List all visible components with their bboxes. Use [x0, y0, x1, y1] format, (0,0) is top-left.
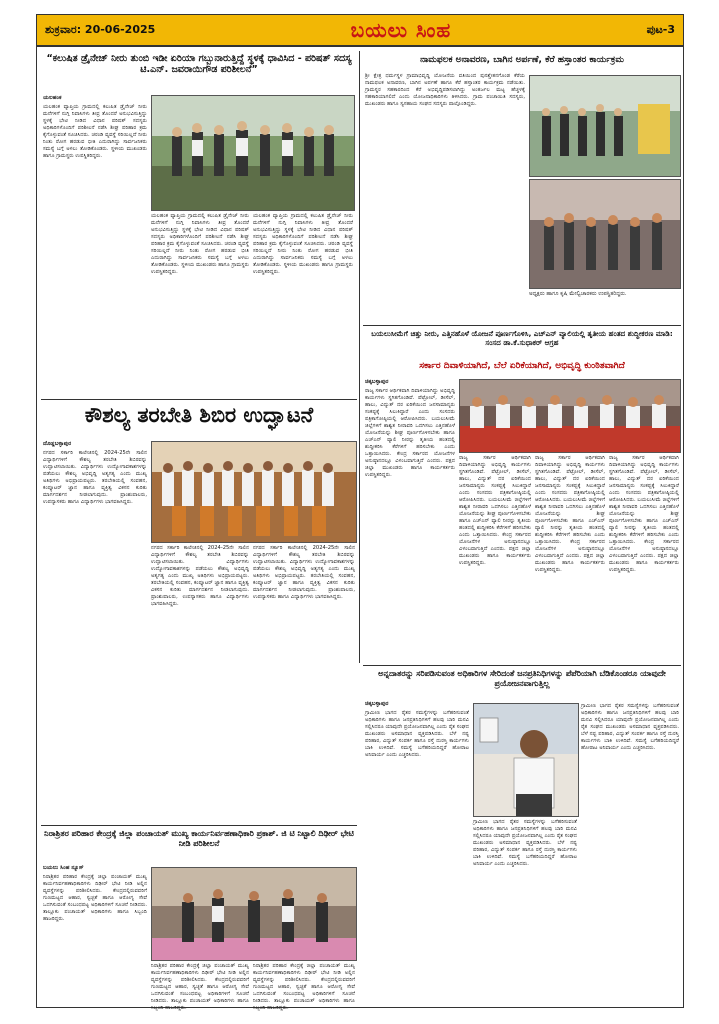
govt-text-col-2 — [459, 455, 531, 661]
govt-byline: ಚಿಕ್ಕಬಳ್ಳಾಪುರ — [365, 379, 389, 385]
page-number: ಪುಟ-3 — [646, 23, 675, 36]
zp-text-col-1 — [43, 865, 147, 1003]
skill-body-cont-2: ನಗರದ ಸರ್ಕಾರಿ ಕಾಲೇಜಿನಲ್ಲಿ 2024-25ನೇ ಸಾಲಿನ ವಿದ್ಯಾರ್ಥಿಗಳಿಗೆ ಕೌಶಲ್ಯ ತರಬೇತಿ ಶಿಬಿರವನ್ನು ಉದ್ಘಾಟಿಸಲಾಯಿತು. ವಿದ್ಯಾರ್ಥಿಗಳು ಉದ್ಯೋಗಾವಕಾಶಗಳನ್ನು ಪಡೆಯಲು ಕೌಶಲ್ಯ ಅಭಿವೃದ್ಧಿ ಅತ್ಯಗತ್ಯ ಎಂದು ಮುಖ್ಯ ಅತಿಥಿಗಳು ಅಭಿಪ್ರಾಯಪಟ್ಟರು. ತರಬೇತಿಯಲ್ಲಿ ಸಂವಹನ, ಕಂಪ್ಯೂಟರ್ ಜ್ಞಾನ ಹಾಗೂ ವ್ಯಕ್ತಿತ್ವ ವಿಕಸನ ಕುರಿತು ಮಾರ್ಗದರ್ಶನ ನೀಡಲಾಗುವುದು. ಪ್ರಾಂಶುಪಾಲರು, ಉಪನ್ಯಾಸಕರು ಹಾಗೂ ವಿದ್ಯಾರ್ಥಿಗಳು ಭಾಗವಹಿಸಿದ್ದರು. — [253, 545, 355, 600]
officials-text-col-1 — [365, 701, 469, 1001]
section-divider-left — [41, 399, 357, 400]
officials-text-col-3 — [581, 703, 679, 1001]
naming-headline: ನಾಮಫಲಕ ಅನಾವರಣ, ಬಾಗಿನ ಅರ್ಪಣೆ, ಕೆರೆ ಹಸ್ತಾಂತರ ಕಾರ್ಯಕ್ರಮ — [420, 55, 624, 65]
skill-body: ನಗರದ ಸರ್ಕಾರಿ ಕಾಲೇಜಿನಲ್ಲಿ 2024-25ನೇ ಸಾಲಿನ ವಿದ್ಯಾರ್ಥಿಗಳಿಗೆ ಕೌಶಲ್ಯ ತರಬೇತಿ ಶಿಬಿರವನ್ನು ಉದ್ಘಾಟಿಸಲಾಯಿತು. ವಿದ್ಯಾರ್ಥಿಗಳು ಉದ್ಯೋಗಾವಕಾಶಗಳನ್ನು ಪಡೆಯಲು ಕೌಶಲ್ಯ ಅಭಿವೃದ್ಧಿ ಅತ್ಯಗತ್ಯ ಎಂದು ಮುಖ್ಯ ಅತಿಥಿಗಳು ಅಭಿಪ್ರಾಯಪಟ್ಟರು. ತರಬೇತಿಯಲ್ಲಿ ಸಂವಹನ, ಕಂಪ್ಯೂಟರ್ ಜ್ಞಾನ ಹಾಗೂ ವ್ಯಕ್ತಿತ್ವ ವಿಕಸನ ಕುರಿತು ಮಾರ್ಗದರ್ಶನ ನೀಡಲಾಗುವುದು. ಪ್ರಾಂಶುಪಾಲರು, ಉಪನ್ಯಾಸಕರು ಹಾಗೂ ವಿದ್ಯಾರ್ಥಿಗಳು ಭಾಗವಹಿಸಿದ್ದರು. — [43, 450, 147, 505]
drainage-photo-image — [152, 96, 354, 210]
govt-headline: ಸರ್ಕಾರ ದಿವಾಳಿಯಾಗಿದೆ, ಬೆಲೆ ಏರಿಕೆಯಾಗಿದೆ, ಅಭಿವೃದ್ಧಿ ಕುಂಠಿತವಾಗಿದೆ — [419, 361, 625, 371]
naming-text — [365, 73, 525, 321]
drainage-text-col-1 — [43, 95, 147, 395]
drainage-photo — [151, 95, 355, 211]
govt-photo-image — [460, 380, 680, 452]
skill-text-col-3 — [253, 545, 355, 821]
govt-text-col-4 — [609, 455, 679, 661]
skill-photo — [151, 441, 357, 543]
govt-body-cont-3: ರಾಜ್ಯ ಸರ್ಕಾರ ಆರ್ಥಿಕವಾಗಿ ದಿವಾಳಿಯಾಗಿದ್ದು ಅಭಿವೃದ್ಧಿ ಕಾರ್ಯಗಳು ಸ್ಥಗಿತಗೊಂಡಿವೆ. ಪೆಟ್ರೋಲ್, ಡೀಸೆಲ್, ಹಾಲು, ವಿದ್ಯುತ್ ದರ ಏರಿಕೆಯಿಂದ ಜನಸಾಮಾನ್ಯರು ಸಂಕಷ್ಟಕ್ಕೆ ಸಿಲುಕಿದ್ದಾರೆ ಎಂದು ಸಂಸದರು ಪತ್ರಿಕಾಗೋಷ್ಠಿಯಲ್ಲಿ ಆರೋಪಿಸಿದರು. ಬಯಲುಸೀಮೆ ಜಿಲ್ಲೆಗಳಿಗೆ ಶಾಶ್ವತ ನೀರಾವರಿ ಒದಗಿಸಲು ಎತ್ತಿನಹೊಳೆ ಯೋಜನೆಯನ್ನು ಶೀಘ್ರ ಪೂರ್ಣಗೊಳಿಸಬೇಕು ಹಾಗೂ ಎಚ್‌ಎನ್ ವ್ಯಾಲಿ ನೀರನ್ನು ತೃತೀಯ ಹಂತದಲ್ಲಿ ಶುದ್ಧೀಕರಿಸಿ ಕೆರೆಗಳಿಗೆ ಹರಿಸಬೇಕು ಎಂದು ಒತ್ತಾಯಿಸಿದರು. ಕೇಂದ್ರ ಸರ್ಕಾರದ ಯೋಜನೆಗಳ ಅನುಷ್ಠಾನದಲ್ಲೂ ವಿಳಂಬವಾಗುತ್ತಿದೆ ಎಂದರು. ಪಕ್ಷದ ಜಿಲ್ಲಾ ಮುಖಂಡರು ಹಾಗೂ ಕಾರ್ಯಕರ್ತರು ಉಪಸ್ಥಿತರಿದ್ದರು. — [609, 455, 679, 573]
drainage-body-cont: ಯಲಹಂಕ ವ್ಯಾಪ್ತಿಯ ಗ್ರಾಮದಲ್ಲಿ ಕಲುಷಿತ ಡ್ರೈನೇಜ್ ನೀರು ಮನೆಗಳಿಗೆ ನುಗ್ಗಿ ನಿವಾಸಿಗಳು ತೀವ್ರ ತೊಂದರೆ ಅನುಭವಿಸುತ್ತಿದ್ದು ಸ್ಥಳಕ್ಕೆ ಭೇಟಿ ನೀಡಿದ ವಿಧಾನ ಪರಿಷತ್ ಸದಸ್ಯರು ಅಧಿಕಾರಿಗಳೊಂದಿಗೆ ಪರಿಶೀಲನೆ ನಡೆಸಿ ಶೀಘ್ರ ಪರಿಹಾರ ಕ್ರಮ ಕೈಗೊಳ್ಳುವಂತೆ ಸೂಚಿಸಿದರು. ಚರಂಡಿ ವ್ಯವಸ್ಥೆ ಸರಿಯಿಲ್ಲದೆ ನೀರು ನಿಂತು ರೋಗ ಹರಡುವ ಭೀತಿ ಎದುರಾಗಿದ್ದು ಸಾರ್ವಜನಿಕರು ಸಮಸ್ಯೆ ಬಗ್ಗೆ ಅಳಲು ತೋಡಿಕೊಂಡರು. ಸ್ಥಳೀಯ ಮುಖಂಡರು ಹಾಗೂ ಗ್ರಾಮಸ್ಥರು ಉಪಸ್ಥಿತರಿದ್ದರು. — [151, 213, 249, 275]
drainage-byline: ಯಲಹಂಕ — [43, 95, 62, 101]
officials-photo — [473, 703, 579, 817]
drainage-body: ಯಲಹಂಕ ವ್ಯಾಪ್ತಿಯ ಗ್ರಾಮದಲ್ಲಿ ಕಲುಷಿತ ಡ್ರೈನೇಜ್ ನೀರು ಮನೆಗಳಿಗೆ ನುಗ್ಗಿ ನಿವಾಸಿಗಳು ತೀವ್ರ ತೊಂದರೆ ಅನುಭವಿಸುತ್ತಿದ್ದು ಸ್ಥಳಕ್ಕೆ ಭೇಟಿ ನೀಡಿದ ವಿಧಾನ ಪರಿಷತ್ ಸದಸ್ಯರು ಅಧಿಕಾರಿಗಳೊಂದಿಗೆ ಪರಿಶೀಲನೆ ನಡೆಸಿ ಶೀಘ್ರ ಪರಿಹಾರ ಕ್ರಮ ಕೈಗೊಳ್ಳುವಂತೆ ಸೂಚಿಸಿದರು. ಚರಂಡಿ ವ್ಯವಸ್ಥೆ ಸರಿಯಿಲ್ಲದೆ ನೀರು ನಿಂತು ರೋಗ ಹರಡುವ ಭೀತಿ ಎದುರಾಗಿದ್ದು ಸಾರ್ವಜನಿಕರು ಸಮಸ್ಯೆ ಬಗ್ಗೆ ಅಳಲು ತೋಡಿಕೊಂಡರು. ಸ್ಥಳೀಯ ಮುಖಂಡರು ಹಾಗೂ ಗ್ರಾಮಸ್ಥರು ಉಪಸ್ಥಿತರಿದ್ದರು. — [43, 104, 147, 159]
officials-body: ಗ್ರಾಮೀಣ ಭಾಗದ ರೈತರ ಸಮಸ್ಯೆಗಳನ್ನು ಬಗೆಹರಿಸುವಂತೆ ಅಧಿಕಾರಿಗಳು ಹಾಗೂ ಜನಪ್ರತಿನಿಧಿಗಳಿಗೆ ಹಲವು ಬಾರಿ ಮನವಿ ಸಲ್ಲಿಸಿದರೂ ಯಾವುದೇ ಪ್ರಯೋಜನವಾಗಿಲ್ಲ ಎಂದು ರೈತ ಸಂಘದ ಮುಖಂಡರು ಅಸಮಾಧಾನ ವ್ಯಕ್ತಪಡಿಸಿದರು. ಬೆಳೆ ನಷ್ಟ ಪರಿಹಾರ, ವಿದ್ಯುತ್ ಸಂಪರ್ಕ ಹಾಗೂ ರಸ್ತೆ ದುರಸ್ತಿ ಕಾರ್ಯಗಳು ಬಾಕಿ ಉಳಿದಿವೆ. ಸಮಸ್ಯೆ ಬಗೆಹರಿಯದಿದ್ದರೆ ಹೋರಾಟ ಅನಿವಾರ್ಯ ಎಂದು ಎಚ್ಚರಿಸಿದರು. — [365, 710, 469, 758]
newspaper-page — [36, 14, 684, 1011]
skill-byline: ದೊಡ್ಡಬಳ್ಳಾಪುರ — [43, 441, 72, 447]
officials-headline: ಅನ್ನದಾತರನ್ನು ಸರಿಪಡಿಸುವಂತ ಅಧಿಕಾರಿಗಳ ಸೇರಿದಂತೆ ಜನಪ್ರತಿನಿಧಿಗಳನ್ನು ಪೆಪೆರಿಯಾಗಿ ಬೆಡಿಕೊಂಡರೂ ಯಾವುದೇ ಪ್ರಯೋಜನವಾಗುತ್ತಿಲ್ಲ — [378, 669, 666, 688]
officials-text-col-2 — [473, 819, 577, 1001]
drainage-headline: “ಕಲುಷಿತ ಡ್ರೈನೇಜ್ ನೀರು ತುಂಬಿ ಇಡೀ ಏರಿಯಾ ಗಬ್ಬುನಾರುತ್ತಿದ್ದೆ ಸ್ಥಳಕ್ಕೆ ಧಾವಿಸಿದ - ಪರಿಷತ್ ಸದಸ್ಯ ಟಿ.ಎನ್. ಜವರಾಯಿಗೌಡ ಪರಿಶೀಲನೆ” — [46, 53, 352, 76]
skill-headline: ಕೌಶಲ್ಯ ತರಬೇತಿ ಶಿಬಿರ ಉದ್ಘಾಟನೆ — [84, 403, 314, 427]
issue-date: ಶುಕ್ರವಾರ: 20-06-2025 — [45, 23, 156, 36]
naming-photo-2-image — [530, 180, 680, 288]
masthead — [37, 15, 683, 47]
officials-body-cont: ಗ್ರಾಮೀಣ ಭಾಗದ ರೈತರ ಸಮಸ್ಯೆಗಳನ್ನು ಬಗೆಹರಿಸುವಂತೆ ಅಧಿಕಾರಿಗಳು ಹಾಗೂ ಜನಪ್ರತಿನಿಧಿಗಳಿಗೆ ಹಲವು ಬಾರಿ ಮನವಿ ಸಲ್ಲಿಸಿದರೂ ಯಾವುದೇ ಪ್ರಯೋಜನವಾಗಿಲ್ಲ ಎಂದು ರೈತ ಸಂಘದ ಮುಖಂಡರು ಅಸಮಾಧಾನ ವ್ಯಕ್ತಪಡಿಸಿದರು. ಬೆಳೆ ನಷ್ಟ ಪರಿಹಾರ, ವಿದ್ಯುತ್ ಸಂಪರ್ಕ ಹಾಗೂ ರಸ್ತೆ ದುರಸ್ತಿ ಕಾರ್ಯಗಳು ಬಾಕಿ ಉಳಿದಿವೆ. ಸಮಸ್ಯೆ ಬಗೆಹರಿಯದಿದ್ದರೆ ಹೋರಾಟ ಅನಿವಾರ್ಯ ಎಂದು ಎಚ್ಚರಿಸಿದರು. — [473, 819, 577, 867]
govt-text-col-3 — [535, 455, 605, 661]
naming-photo-1 — [529, 75, 681, 177]
govt-body: ರಾಜ್ಯ ಸರ್ಕಾರ ಆರ್ಥಿಕವಾಗಿ ದಿವಾಳಿಯಾಗಿದ್ದು ಅಭಿವೃದ್ಧಿ ಕಾರ್ಯಗಳು ಸ್ಥಗಿತಗೊಂಡಿವೆ. ಪೆಟ್ರೋಲ್, ಡೀಸೆಲ್, ಹಾಲು, ವಿದ್ಯುತ್ ದರ ಏರಿಕೆಯಿಂದ ಜನಸಾಮಾನ್ಯರು ಸಂಕಷ್ಟಕ್ಕೆ ಸಿಲುಕಿದ್ದಾರೆ ಎಂದು ಸಂಸದರು ಪತ್ರಿಕಾಗೋಷ್ಠಿಯಲ್ಲಿ ಆರೋಪಿಸಿದರು. ಬಯಲುಸೀಮೆ ಜಿಲ್ಲೆಗಳಿಗೆ ಶಾಶ್ವತ ನೀರಾವರಿ ಒದಗಿಸಲು ಎತ್ತಿನಹೊಳೆ ಯೋಜನೆಯನ್ನು ಶೀಘ್ರ ಪೂರ್ಣಗೊಳಿಸಬೇಕು ಹಾಗೂ ಎಚ್‌ಎನ್ ವ್ಯಾಲಿ ನೀರನ್ನು ತೃತೀಯ ಹಂತದಲ್ಲಿ ಶುದ್ಧೀಕರಿಸಿ ಕೆರೆಗಳಿಗೆ ಹರಿಸಬೇಕು ಎಂದು ಒತ್ತಾಯಿಸಿದರು. ಕೇಂದ್ರ ಸರ್ಕಾರದ ಯೋಜನೆಗಳ ಅನುಷ್ಠಾನದಲ್ಲೂ ವಿಳಂಬವಾಗುತ್ತಿದೆ ಎಂದರು. ಪಕ್ಷದ ಜಿಲ್ಲಾ ಮುಖಂಡರು ಹಾಗೂ ಕಾರ್ಯಕರ್ತರು ಉಪಸ್ಥಿತರಿದ್ದರು. — [365, 388, 455, 478]
zp-photo — [151, 867, 357, 961]
govt-kicker: ಬಯಲುಸೀಮೆಗೆ ಚಿತ್ತು ನೀರು, ಎತ್ತಿನಹೊಳೆ ಯೋಜನೆ ಪೂರ್ಣಗೊಳಿಸಿ, ಎಚ್‌ಎನ್ ವ್ಯಾಲಿಯಲ್ಲಿ ತೃತೀಯ ಹಂತದ ಶುದ್ಧೀಕರಣ ಮಾಡಿ: ಸಂಸದ ಡಾ.ಕೆ.ಸುಧಾಕರ್ ಆಗ್ರಹ — [371, 329, 673, 347]
govt-text-col-1 — [365, 379, 455, 661]
govt-photo — [459, 379, 681, 453]
officials-byline: ಚಿಕ್ಕಬಳ್ಳಾಪುರ — [365, 701, 389, 707]
column-divider — [359, 51, 360, 663]
zp-headline: ನಿರಾಶ್ರಿತರ ಪರಿಹಾರ ಕೇಂದ್ರಕ್ಕೆ ಜಿಲ್ಲಾ ಪಂಚಾಯತ್ ಮುಖ್ಯ ಕಾರ್ಯನಿರ್ವಹಣಾಧಿಕಾರಿ ಪ್ರಕಾಶ್. ಜಿ ಟಿ ನಿಟ್ಟಾಲಿ ದಿಢೀರ್ ಭೇಟಿ ನೀಡಿ ಪರಿಶೀಲನೆ — [44, 829, 354, 848]
zp-text-col-2 — [151, 963, 249, 1011]
zp-body-cont-2: ನಿರಾಶ್ರಿತರ ಪರಿಹಾರ ಕೇಂದ್ರಕ್ಕೆ ಜಿಲ್ಲಾ ಪಂಚಾಯತ್ ಮುಖ್ಯ ಕಾರ್ಯನಿರ್ವಹಣಾಧಿಕಾರಿಗಳು ದಿಢೀರ್ ಭೇಟಿ ನೀಡಿ ಅಲ್ಲಿನ ವ್ಯವಸ್ಥೆಗಳನ್ನು ಪರಿಶೀಲಿಸಿದರು. ಕೇಂದ್ರದಲ್ಲಿರುವವರಿಗೆ ಗುಣಮಟ್ಟದ ಆಹಾರ, ಸ್ವಚ್ಛತೆ ಹಾಗೂ ಆರೋಗ್ಯ ಸೇವೆ ಒದಗಿಸುವಂತೆ ಸಂಬಂಧಪಟ್ಟ ಅಧಿಕಾರಿಗಳಿಗೆ ಸೂಚನೆ ನೀಡಿದರು. ತಾಲ್ಲೂಕು ಪಂಚಾಯತ್ ಅಧಿಕಾರಿಗಳು ಹಾಗೂ ಸಿಬ್ಬಂದಿ ಹಾಜರಿದ್ದರು. — [253, 963, 355, 1011]
zp-byline: ಬಯಲು ಸಿಂಹ ನ್ಯೂಸ್ — [43, 865, 84, 871]
skill-text-col-1 — [43, 441, 147, 821]
officials-photo-image — [474, 704, 578, 816]
govt-body-cont-2: ರಾಜ್ಯ ಸರ್ಕಾರ ಆರ್ಥಿಕವಾಗಿ ದಿವಾಳಿಯಾಗಿದ್ದು ಅಭಿವೃದ್ಧಿ ಕಾರ್ಯಗಳು ಸ್ಥಗಿತಗೊಂಡಿವೆ. ಪೆಟ್ರೋಲ್, ಡೀಸೆಲ್, ಹಾಲು, ವಿದ್ಯುತ್ ದರ ಏರಿಕೆಯಿಂದ ಜನಸಾಮಾನ್ಯರು ಸಂಕಷ್ಟಕ್ಕೆ ಸಿಲುಕಿದ್ದಾರೆ ಎಂದು ಸಂಸದರು ಪತ್ರಿಕಾಗೋಷ್ಠಿಯಲ್ಲಿ ಆರೋಪಿಸಿದರು. ಬಯಲುಸೀಮೆ ಜಿಲ್ಲೆಗಳಿಗೆ ಶಾಶ್ವತ ನೀರಾವರಿ ಒದಗಿಸಲು ಎತ್ತಿನಹೊಳೆ ಯೋಜನೆಯನ್ನು ಶೀಘ್ರ ಪೂರ್ಣಗೊಳಿಸಬೇಕು ಹಾಗೂ ಎಚ್‌ಎನ್ ವ್ಯಾಲಿ ನೀರನ್ನು ತೃತೀಯ ಹಂತದಲ್ಲಿ ಶುದ್ಧೀಕರಿಸಿ ಕೆರೆಗಳಿಗೆ ಹರಿಸಬೇಕು ಎಂದು ಒತ್ತಾಯಿಸಿದರು. ಕೇಂದ್ರ ಸರ್ಕಾರದ ಯೋಜನೆಗಳ ಅನುಷ್ಠಾನದಲ್ಲೂ ವಿಳಂಬವಾಗುತ್ತಿದೆ ಎಂದರು. ಪಕ್ಷದ ಜಿಲ್ಲಾ ಮುಖಂಡರು ಹಾಗೂ ಕಾರ್ಯಕರ್ತರು ಉಪಸ್ಥಿತರಿದ್ದರು. — [535, 455, 605, 573]
zp-photo-image — [152, 868, 356, 960]
naming-body: ಶ್ರೀ ಕ್ಷೇತ್ರ ಧರ್ಮಸ್ಥಳ ಗ್ರಾಮಾಭಿವೃದ್ಧಿ ಯೋಜನೆಯ ವತಿಯಿಂದ ಪುನಶ್ಚೇತನಗೊಂಡ ಕೆರೆಯ ನಾಮಫಲಕ ಅನಾವರಣ, ಬಾಗಿನ ಅರ್ಪಣೆ ಹಾಗೂ ಕೆರೆ ಹಸ್ತಾಂತರ ಕಾರ್ಯಕ್ರಮ ನಡೆಯಿತು. ಗ್ರಾಮಸ್ಥರ ಸಹಕಾರದಿಂದ ಕೆರೆ ಅಭಿವೃದ್ಧಿಪಡಿಸಲಾಗಿದ್ದು ಅಂತರ್ಜಲ ಮಟ್ಟ ಹೆಚ್ಚಳಕ್ಕೆ ಸಹಕಾರಿಯಾಗಲಿದೆ ಎಂದು ಯೋಜನಾಧಿಕಾರಿಗಳು ತಿಳಿಸಿದರು. ಗ್ರಾಮ ಪಂಚಾಯಿತಿ ಸದಸ್ಯರು, ಮುಖಂಡರು ಹಾಗೂ ಸ್ವಸಹಾಯ ಸಂಘದ ಸದಸ್ಯರು ಪಾಲ್ಗೊಂಡಿದ್ದರು. — [365, 73, 525, 107]
newspaper-title: ಬಯಲು ಸಿಂಹ — [350, 18, 452, 42]
officials-body-cont-2: ಗ್ರಾಮೀಣ ಭಾಗದ ರೈತರ ಸಮಸ್ಯೆಗಳನ್ನು ಬಗೆಹರಿಸುವಂತೆ ಅಧಿಕಾರಿಗಳು ಹಾಗೂ ಜನಪ್ರತಿನಿಧಿಗಳಿಗೆ ಹಲವು ಬಾರಿ ಮನವಿ ಸಲ್ಲಿಸಿದರೂ ಯಾವುದೇ ಪ್ರಯೋಜನವಾಗಿಲ್ಲ ಎಂದು ರೈತ ಸಂಘದ ಮುಖಂಡರು ಅಸಮಾಧಾನ ವ್ಯಕ್ತಪಡಿಸಿದರು. ಬೆಳೆ ನಷ್ಟ ಪರಿಹಾರ, ವಿದ್ಯುತ್ ಸಂಪರ್ಕ ಹಾಗೂ ರಸ್ತೆ ದುರಸ್ತಿ ಕಾರ್ಯಗಳು ಬಾಕಿ ಉಳಿದಿವೆ. ಸಮಸ್ಯೆ ಬಗೆಹರಿಯದಿದ್ದರೆ ಹೋರಾಟ ಅನಿವಾರ್ಯ ಎಂದು ಎಚ್ಚರಿಸಿದರು. — [581, 703, 679, 751]
section-divider-right-2 — [363, 665, 681, 666]
naming-photo-2 — [529, 179, 681, 289]
section-divider-left-2 — [41, 825, 357, 826]
drainage-text-col-3 — [253, 213, 353, 395]
govt-body-cont: ರಾಜ್ಯ ಸರ್ಕಾರ ಆರ್ಥಿಕವಾಗಿ ದಿವಾಳಿಯಾಗಿದ್ದು ಅಭಿವೃದ್ಧಿ ಕಾರ್ಯಗಳು ಸ್ಥಗಿತಗೊಂಡಿವೆ. ಪೆಟ್ರೋಲ್, ಡೀಸೆಲ್, ಹಾಲು, ವಿದ್ಯುತ್ ದರ ಏರಿಕೆಯಿಂದ ಜನಸಾಮಾನ್ಯರು ಸಂಕಷ್ಟಕ್ಕೆ ಸಿಲುಕಿದ್ದಾರೆ ಎಂದು ಸಂಸದರು ಪತ್ರಿಕಾಗೋಷ್ಠಿಯಲ್ಲಿ ಆರೋಪಿಸಿದರು. ಬಯಲುಸೀಮೆ ಜಿಲ್ಲೆಗಳಿಗೆ ಶಾಶ್ವತ ನೀರಾವರಿ ಒದಗಿಸಲು ಎತ್ತಿನಹೊಳೆ ಯೋಜನೆಯನ್ನು ಶೀಘ್ರ ಪೂರ್ಣಗೊಳಿಸಬೇಕು ಹಾಗೂ ಎಚ್‌ಎನ್ ವ್ಯಾಲಿ ನೀರನ್ನು ತೃತೀಯ ಹಂತದಲ್ಲಿ ಶುದ್ಧೀಕರಿಸಿ ಕೆರೆಗಳಿಗೆ ಹರಿಸಬೇಕು ಎಂದು ಒತ್ತಾಯಿಸಿದರು. ಕೇಂದ್ರ ಸರ್ಕಾರದ ಯೋಜನೆಗಳ ಅನುಷ್ಠಾನದಲ್ಲೂ ವಿಳಂಬವಾಗುತ್ತಿದೆ ಎಂದರು. ಪಕ್ಷದ ಜಿಲ್ಲಾ ಮುಖಂಡರು ಹಾಗೂ ಕಾರ್ಯಕರ್ತರು ಉಪಸ್ಥಿತರಿದ್ದರು. — [459, 455, 531, 566]
skill-body-cont: ನಗರದ ಸರ್ಕಾರಿ ಕಾಲೇಜಿನಲ್ಲಿ 2024-25ನೇ ಸಾಲಿನ ವಿದ್ಯಾರ್ಥಿಗಳಿಗೆ ಕೌಶಲ್ಯ ತರಬೇತಿ ಶಿಬಿರವನ್ನು ಉದ್ಘಾಟಿಸಲಾಯಿತು. ವಿದ್ಯಾರ್ಥಿಗಳು ಉದ್ಯೋಗಾವಕಾಶಗಳನ್ನು ಪಡೆಯಲು ಕೌಶಲ್ಯ ಅಭಿವೃದ್ಧಿ ಅತ್ಯಗತ್ಯ ಎಂದು ಮುಖ್ಯ ಅತಿಥಿಗಳು ಅಭಿಪ್ರಾಯಪಟ್ಟರು. ತರಬೇತಿಯಲ್ಲಿ ಸಂವಹನ, ಕಂಪ್ಯೂಟರ್ ಜ್ಞಾನ ಹಾಗೂ ವ್ಯಕ್ತಿತ್ವ ವಿಕಸನ ಕುರಿತು ಮಾರ್ಗದರ್ಶನ ನೀಡಲಾಗುವುದು. ಪ್ರಾಂಶುಪಾಲರು, ಉಪನ್ಯಾಸಕರು ಹಾಗೂ ವಿದ್ಯಾರ್ಥಿಗಳು ಭಾಗವಹಿಸಿದ್ದರು. — [151, 545, 249, 607]
zp-text-col-3 — [253, 963, 355, 1011]
drainage-text-col-2 — [151, 213, 249, 395]
zp-body: ನಿರಾಶ್ರಿತರ ಪರಿಹಾರ ಕೇಂದ್ರಕ್ಕೆ ಜಿಲ್ಲಾ ಪಂಚಾಯತ್ ಮುಖ್ಯ ಕಾರ್ಯನಿರ್ವಹಣಾಧಿಕಾರಿಗಳು ದಿಢೀರ್ ಭೇಟಿ ನೀಡಿ ಅಲ್ಲಿನ ವ್ಯವಸ್ಥೆಗಳನ್ನು ಪರಿಶೀಲಿಸಿದರು. ಕೇಂದ್ರದಲ್ಲಿರುವವರಿಗೆ ಗುಣಮಟ್ಟದ ಆಹಾರ, ಸ್ವಚ್ಛತೆ ಹಾಗೂ ಆರೋಗ್ಯ ಸೇವೆ ಒದಗಿಸುವಂತೆ ಸಂಬಂಧಪಟ್ಟ ಅಧಿಕಾರಿಗಳಿಗೆ ಸೂಚನೆ ನೀಡಿದರು. ತಾಲ್ಲೂಕು ಪಂಚಾಯತ್ ಅಧಿಕಾರಿಗಳು ಹಾಗೂ ಸಿಬ್ಬಂದಿ ಹಾಜರಿದ್ದರು. — [43, 874, 147, 922]
section-divider-right — [363, 325, 681, 326]
skill-text-col-2 — [151, 545, 249, 821]
zp-body-cont: ನಿರಾಶ್ರಿತರ ಪರಿಹಾರ ಕೇಂದ್ರಕ್ಕೆ ಜಿಲ್ಲಾ ಪಂಚಾಯತ್ ಮುಖ್ಯ ಕಾರ್ಯನಿರ್ವಹಣಾಧಿಕಾರಿಗಳು ದಿಢೀರ್ ಭೇಟಿ ನೀಡಿ ಅಲ್ಲಿನ ವ್ಯವಸ್ಥೆಗಳನ್ನು ಪರಿಶೀಲಿಸಿದರು. ಕೇಂದ್ರದಲ್ಲಿರುವವರಿಗೆ ಗುಣಮಟ್ಟದ ಆಹಾರ, ಸ್ವಚ್ಛತೆ ಹಾಗೂ ಆರೋಗ್ಯ ಸೇವೆ ಒದಗಿಸುವಂತೆ ಸಂಬಂಧಪಟ್ಟ ಅಧಿಕಾರಿಗಳಿಗೆ ಸೂಚನೆ ನೀಡಿದರು. ತಾಲ್ಲೂಕು ಪಂಚಾಯತ್ ಅಧಿಕಾರಿಗಳು ಹಾಗೂ ಸಿಬ್ಬಂದಿ ಹಾಜರಿದ್ದರು. — [151, 963, 249, 1011]
naming-photo-1-image — [530, 76, 680, 176]
drainage-body-cont-2: ಯಲಹಂಕ ವ್ಯಾಪ್ತಿಯ ಗ್ರಾಮದಲ್ಲಿ ಕಲುಷಿತ ಡ್ರೈನೇಜ್ ನೀರು ಮನೆಗಳಿಗೆ ನುಗ್ಗಿ ನಿವಾಸಿಗಳು ತೀವ್ರ ತೊಂದರೆ ಅನುಭವಿಸುತ್ತಿದ್ದು ಸ್ಥಳಕ್ಕೆ ಭೇಟಿ ನೀಡಿದ ವಿಧಾನ ಪರಿಷತ್ ಸದಸ್ಯರು ಅಧಿಕಾರಿಗಳೊಂದಿಗೆ ಪರಿಶೀಲನೆ ನಡೆಸಿ ಶೀಘ್ರ ಪರಿಹಾರ ಕ್ರಮ ಕೈಗೊಳ್ಳುವಂತೆ ಸೂಚಿಸಿದರು. ಚರಂಡಿ ವ್ಯವಸ್ಥೆ ಸರಿಯಿಲ್ಲದೆ ನೀರು ನಿಂತು ರೋಗ ಹರಡುವ ಭೀತಿ ಎದುರಾಗಿದ್ದು ಸಾರ್ವಜನಿಕರು ಸಮಸ್ಯೆ ಬಗ್ಗೆ ಅಳಲು ತೋಡಿಕೊಂಡರು. ಸ್ಥಳೀಯ ಮುಖಂಡರು ಹಾಗೂ ಗ್ರಾಮಸ್ಥರು ಉಪಸ್ಥಿತರಿದ್ದರು. — [253, 213, 353, 275]
skill-photo-image — [152, 442, 356, 542]
naming-caption: ಅಧ್ಯಕ್ಷರು ಹಾಗೂ ಕೃಷಿ ಮೇಲ್ವಿಚಾರಕರು ಉಪಸ್ಥಿತರಿದ್ದರು. — [529, 291, 627, 297]
